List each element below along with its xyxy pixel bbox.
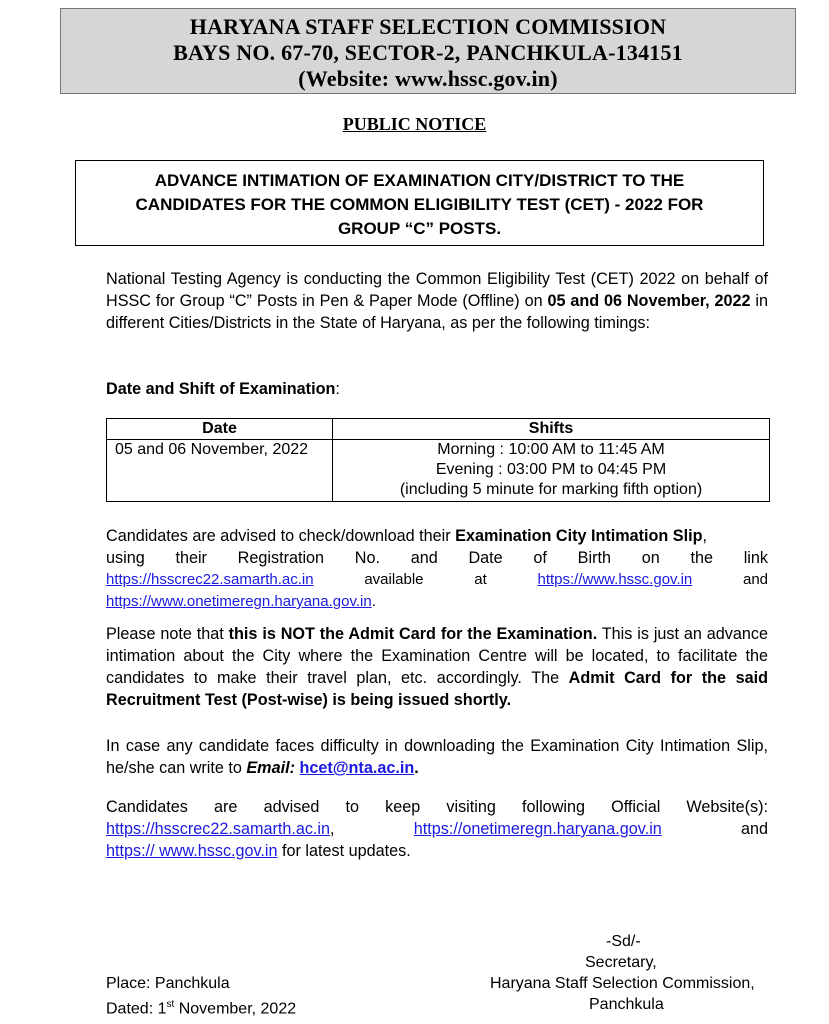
table-row: [107, 440, 770, 502]
samarth-link[interactable]: https://hsscrec22.samarth.ac.in: [106, 571, 314, 588]
intro-paragraph: National Testing Agency is conducting the Common Eligibility Test (CET) 2022 on behalf of HSSC for Group “C” Posts in Pen & Paper Mode (Offline) on 05 and 06 November, 2022 in different Cities/Districts in the State of Haryana, as per the following timings:: [106, 270, 768, 332]
email-label: Email:: [246, 759, 295, 777]
schedule-table: [106, 418, 770, 502]
table-header-row: [107, 419, 770, 440]
signatory-designation: Secretary,: [585, 954, 657, 971]
place-label: Place: Panchkula: [106, 975, 230, 992]
admit-card-notice-text: Admit Card for the said Recruitment Test (Post-wise) is being issued shortly.: [106, 669, 768, 709]
onetimeregn-link[interactable]: https://www.onetimeregn.haryana.gov.in: [106, 593, 372, 610]
check-paragraph: Candidates are advised to check/download their Examination City Intimation Slip, using their Registration No. and Date of Birth on the link https://hsscrec22.samarth.ac.in available at https://www.hssc.gov.in and https://www.onetimeregn.haryana.gov.in.: [106, 527, 769, 610]
signatory-organization: Haryana Staff Selection Commission,: [490, 975, 755, 992]
column-header-shifts: Shifts: [333, 419, 770, 440]
exam-dates: 05 and 06 November, 2022: [547, 292, 751, 310]
column-header-date: Date: [107, 419, 333, 440]
schedule-heading: Date and Shift of Examination:: [106, 380, 340, 398]
intimation-slip-text: Examination City Intimation Slip: [455, 527, 703, 545]
not-admit-card-text: this is NOT the Admit Card for the Examination.: [228, 625, 598, 643]
subject-line-1: ADVANCE INTIMATION OF EXAMINATION CITY/DISTRICT TO THE: [154, 171, 685, 190]
hssc-link-2[interactable]: https:// www.hssc.gov.in: [106, 842, 278, 860]
date-cell: 05 and 06 November, 2022: [107, 440, 333, 502]
shifts-cell: [333, 440, 770, 502]
evening-shift: Evening : 03:00 PM to 04:45 PM: [435, 461, 667, 478]
shift-note: (including 5 minute for marking fifth option): [399, 481, 703, 498]
email-link[interactable]: hcet@nta.ac.in: [299, 759, 415, 777]
hssc-link[interactable]: https://www.hssc.gov.in: [537, 571, 693, 588]
date-label: Dated: 1st November, 2022: [106, 999, 297, 1018]
visit-paragraph: Candidates are advised to keep visiting following Official Website(s): https://hsscrec22.samarth.ac.in, https://onetimeregn.haryana.gov.in and https:// www.hssc.gov.in for latest updates.: [106, 798, 769, 860]
signatory-city: Panchkula: [589, 996, 664, 1013]
commission-name: HARYANA STAFF SELECTION COMMISSION: [189, 14, 667, 39]
commission-address: BAYS NO. 67-70, SECTOR-2, PANCHKULA-134151: [173, 40, 683, 65]
help-paragraph: In case any candidate faces difficulty in downloading the Examination City Intimation Slip, he/she can write to Email: hcet@nta.ac.in.: [106, 737, 768, 777]
subject-line-3: GROUP “C” POSTS.: [337, 219, 502, 238]
samarth-link-2[interactable]: https://hsscrec22.samarth.ac.in: [106, 820, 331, 838]
subject-box: [75, 160, 764, 246]
commission-website: (Website: www.hssc.gov.in): [298, 66, 558, 91]
subject-line-2: CANDIDATES FOR THE COMMON ELIGIBILITY TEST (CET) - 2022 FOR: [135, 195, 704, 214]
notice-title: PUBLIC NOTICE: [342, 114, 487, 134]
onetimeregn-link-2[interactable]: https://onetimeregn.haryana.gov.in: [413, 820, 662, 838]
signature-mark: -Sd/-: [606, 933, 641, 950]
morning-shift: Morning : 10:00 AM to 11:45 AM: [437, 441, 665, 458]
letterhead: [60, 8, 796, 94]
note-paragraph: Please note that this is NOT the Admit Card for the Examination. This is just an advance intimation about the City where the Examination Centre will be located, to facilitate the candidates to make their travel plan, etc. accordingly. The Admit Card for the said Recruitment Test (Post-wise) is being issued shortly.: [106, 625, 768, 709]
